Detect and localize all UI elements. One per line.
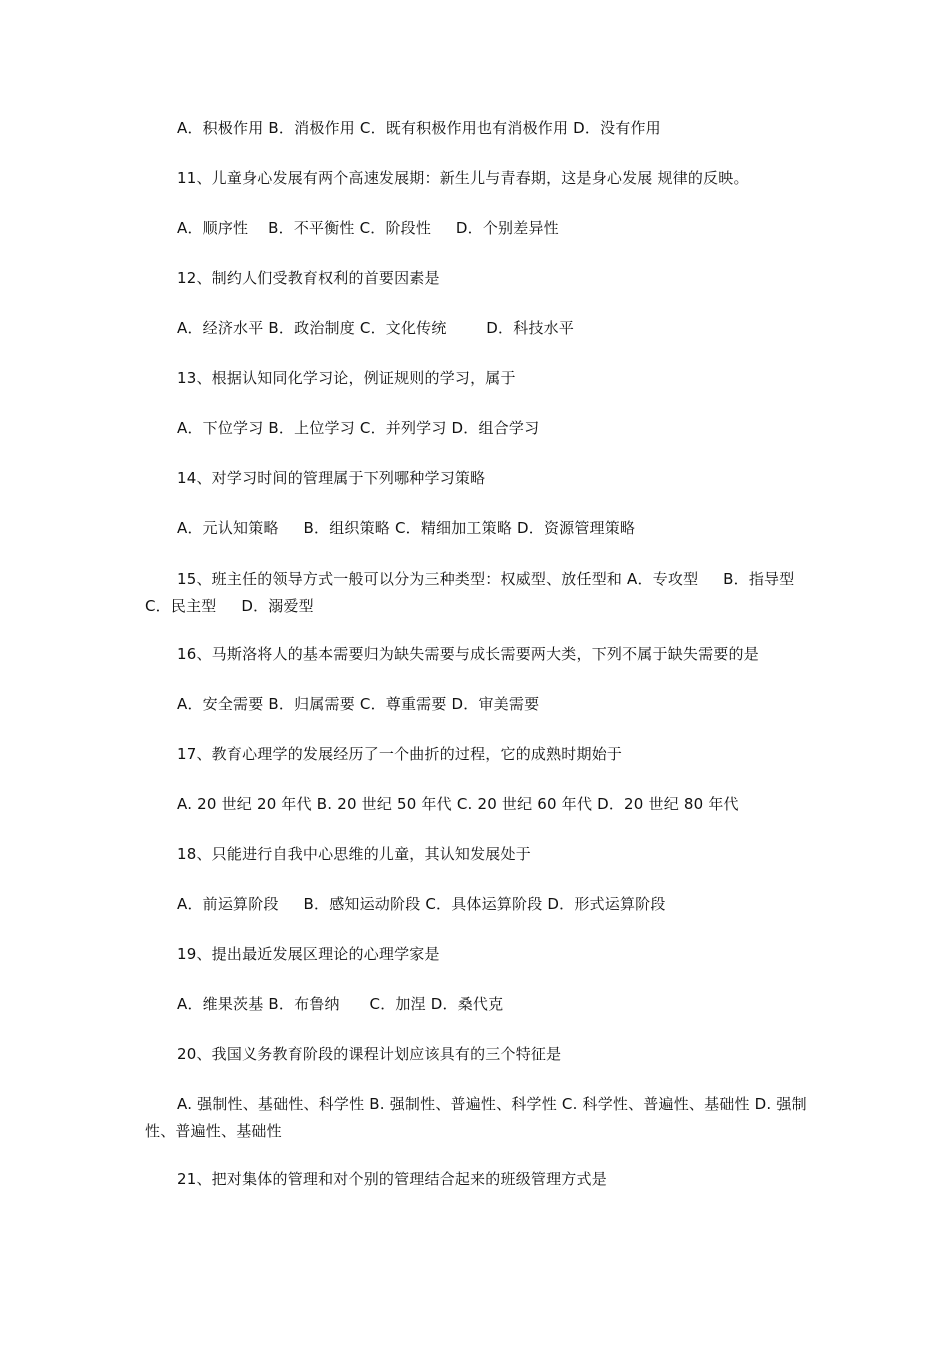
q20-options: A. 强制性、基础性、科学性 B. 强制性、普遍性、科学性 C. 科学性、普遍性、基础性 D. 强制性、普遍性、基础性 bbox=[145, 1095, 807, 1140]
q11-stem: 11、儿童身心发展有两个高速发展期：新生儿与青春期，这是身心发展 规律的反映。 bbox=[177, 169, 749, 187]
q19-options: A．维果茨基 B．布鲁纳 C．加涅 D．桑代克 bbox=[177, 995, 504, 1013]
q18-options: A．前运算阶段 B．感知运动阶段 C．具体运算阶段 D．形式运算阶段 bbox=[177, 895, 666, 913]
q14-options: A．元认知策略 B．组织策略 C．精细加工策略 D．资源管理策略 bbox=[177, 519, 636, 537]
q20-stem: 20、我国义务教育阶段的课程计划应该具有的三个特征是 bbox=[177, 1045, 562, 1063]
q12-stem: 12、制约人们受教育权利的首要因素是 bbox=[177, 269, 440, 287]
q11-options: A．顺序性 B．不平衡性 C．阶段性 D．个别差异性 bbox=[177, 219, 559, 237]
q16-stem: 16、马斯洛将人的基本需要归为缺失需要与成长需要两大类，下列不属于缺失需要的是 bbox=[177, 645, 759, 663]
q16-options: A．安全需要 B．归属需要 C．尊重需要 D．审美需要 bbox=[177, 695, 540, 713]
q17-stem: 17、教育心理学的发展经历了一个曲折的过程，它的成熟时期始于 bbox=[177, 745, 623, 763]
q13-stem: 13、根据认知同化学习论，例证规则的学习，属于 bbox=[177, 369, 516, 387]
q12-options: A．经济水平 B．政治制度 C．文化传统 D．科技水平 bbox=[177, 319, 575, 337]
q19-stem: 19、提出最近发展区理论的心理学家是 bbox=[177, 945, 440, 963]
q10-options: A．积极作用 B．消极作用 C．既有积极作用也有消极作用 D．没有作用 bbox=[177, 119, 661, 137]
q21-stem: 21、把对集体的管理和对个别的管理结合起来的班级管理方式是 bbox=[177, 1170, 607, 1188]
q18-stem: 18、只能进行自我中心思维的儿童，其认知发展处于 bbox=[177, 845, 531, 863]
q14-stem: 14、对学习时间的管理属于下列哪种学习策略 bbox=[177, 469, 486, 487]
q15-stem-options: 15、班主任的领导方式一般可以分为三种类型：权威型、放任型和 A．专攻型 B．指导型 C．民主型 D．溺爱型 bbox=[145, 570, 810, 615]
q17-options: A. 20 世纪 20 年代 B. 20 世纪 50 年代 C. 20 世纪 60 年代 D．20 世纪 80 年代 bbox=[177, 795, 739, 813]
q13-options: A．下位学习 B．上位学习 C．并列学习 D．组合学习 bbox=[177, 419, 540, 437]
